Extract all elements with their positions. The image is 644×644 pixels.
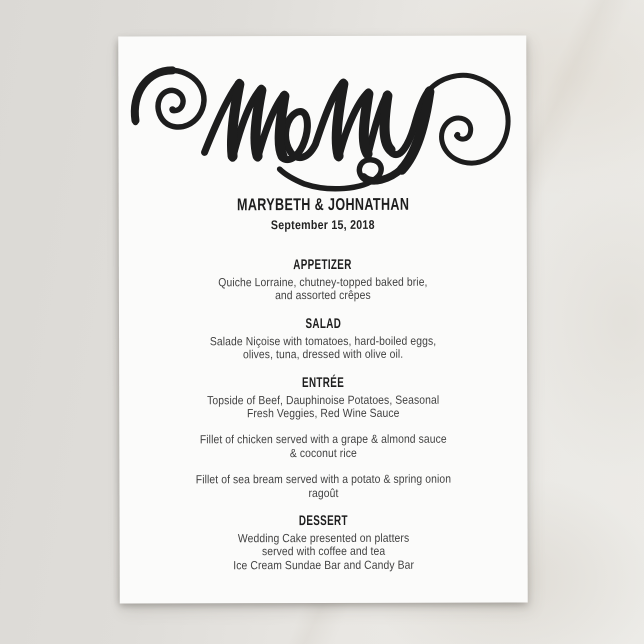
event-date — [119, 217, 527, 233]
menu-line: Fresh Veggies, Red Wine Sauce — [246, 405, 400, 421]
section-heading-appetizer — [143, 257, 502, 273]
entree-course-sea-bream — [144, 473, 503, 501]
menu-section-salad — [143, 315, 502, 362]
menu-section-dessert — [144, 513, 503, 573]
section-heading-text: DESSERT — [298, 511, 349, 529]
section-heading-salad — [143, 315, 502, 331]
menu-line: and assorted crêpes — [275, 288, 371, 303]
menu-line: served with coffee and tea — [261, 544, 386, 559]
dessert-description — [144, 532, 503, 573]
menu-line: Fillet of chicken served with a grape & almond sauce — [199, 432, 447, 447]
entree-course-beef — [144, 393, 503, 421]
couple-names-text: MARYBETH & JOHNATHAN — [236, 194, 409, 215]
menu-line: Salade Niçoise with tomatoes, hard-boiled eggs, — [209, 333, 437, 349]
menu-line: ragoût — [308, 485, 339, 500]
section-heading-dessert — [144, 513, 503, 529]
event-date-text: September 15, 2018 — [270, 217, 375, 233]
menu-script-lettering — [118, 35, 526, 196]
menu-line: Fillet of sea bream served with a potato & spring onion — [195, 471, 452, 487]
menu-section-entree — [144, 374, 503, 500]
menu-card — [118, 35, 527, 603]
menu-line: Ice Cream Sundae Bar and Candy Bar — [233, 557, 415, 573]
salad-description — [144, 334, 503, 362]
couple-names — [119, 194, 527, 215]
menu-line: Quiche Lorraine, chutney-topped baked brie, — [218, 274, 428, 290]
entree-course-chicken — [144, 433, 503, 461]
section-heading-text: ENTRÉE — [302, 373, 345, 390]
menu-line: Wedding Cake presented on platters — [237, 530, 410, 546]
appetizer-description — [143, 276, 502, 304]
menu-line: olives, tuna, dressed with olive oil. — [242, 347, 404, 362]
menu-section-appetizer — [143, 257, 502, 304]
menu-line: & coconut rice — [289, 445, 357, 460]
section-heading-entree — [144, 374, 503, 390]
menu-line: Topside of Beef, Dauphinoise Potatoes, Seasonal — [207, 392, 440, 407]
section-heading-text: APPETIZER — [293, 255, 353, 273]
section-heading-text: SALAD — [305, 314, 341, 331]
menu-sections — [143, 257, 503, 573]
